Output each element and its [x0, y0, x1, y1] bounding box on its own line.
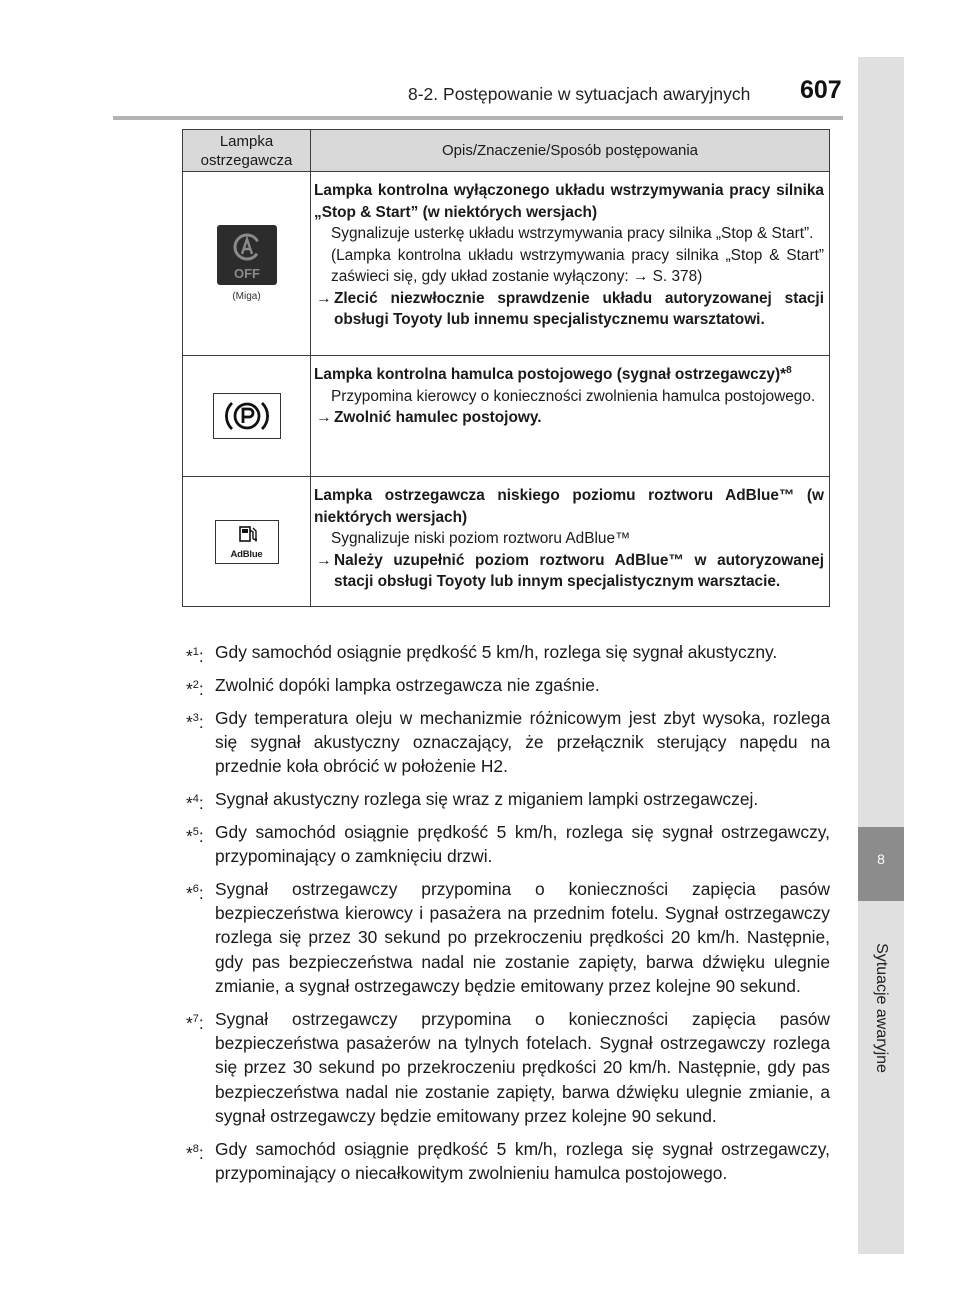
footnote	[182, 706, 830, 779]
table-row	[183, 477, 830, 607]
adblue-icon	[215, 520, 279, 564]
footnote	[182, 877, 830, 998]
action-text: Należy uzupełnić poziom roztworu AdBlue™ w autoryzowanej stacji obsługi Toyoty lub innym specjalistycznym warsztacie.	[334, 551, 824, 590]
footnote-number: 8	[192, 1142, 199, 1155]
column-header-description: Opis/Znaczenie/Sposób postępowania	[311, 130, 830, 172]
footnote-text: Gdy samochód osiągnie prędkość 5 km/h, rozlega się sygnał ostrzegawczy, przypominający o niecałkowitym zwolnieniu hamulca postojowego.	[215, 1138, 830, 1184]
footnote-number: 4	[192, 792, 199, 805]
footnote-text: Gdy temperatura oleju w mechanizmie różnicowym jest zbyt wysoka, rozlega się sygnał akustyczny oznaczający, że przełącznik sterujący napędu na przednie koła obrócić w położenie H2.	[215, 707, 830, 777]
footnote-number: 3	[192, 711, 199, 724]
action-text: Zlecić niezwłocznie sprawdzenie układu autoryzowanej stacji obsługi Toyoty lub innemu specjalistycznemu warsztatowi.	[334, 289, 824, 328]
chapter-number: 8	[877, 851, 885, 867]
footnote-text: Gdy samochód osiągnie prędkość 5 km/h, rozlega się sygnał akustyczny.	[215, 642, 778, 662]
header-divider	[113, 116, 843, 120]
footnote	[182, 640, 830, 664]
entry-title	[314, 364, 824, 386]
footnote-number: 5	[192, 825, 199, 838]
footnote-marker: *$^1$:	[186, 645, 204, 666]
footnote-text: Zwolnić dopóki lampka ostrzegawcza nie zgaśnie.	[215, 674, 600, 695]
footnote-marker: *$^5$:	[186, 825, 204, 846]
footnote	[182, 820, 830, 869]
description-cell	[311, 356, 830, 477]
warning-lights-table	[182, 129, 830, 607]
footnote-text: Sygnał akustyczny rozlega się wraz z miganiem lampki ostrzegawczej.	[215, 788, 759, 809]
chapter-label: Sytuacje awaryjne	[873, 943, 890, 1073]
adblue-label: AdBlue	[230, 548, 263, 560]
footnote-marker: *$^8$:	[186, 1142, 204, 1163]
footnote	[182, 1007, 830, 1128]
description-cell	[311, 172, 830, 356]
arrow-icon: →	[316, 289, 332, 307]
lamp-cell	[183, 172, 311, 356]
footnote-number: 1	[192, 646, 199, 658]
arrow-icon: →	[316, 409, 332, 426]
entry-text: Przypomina kierowcy o konieczności zwolnienia hamulca postojowego.	[331, 387, 816, 405]
side-tab-upper	[858, 57, 904, 827]
footnote-text: Sygnał ostrzegawczy przypomina o konieczności zapięcia pasów bezpieczeństwa pasażerów na tylnych fotelach. Sygnał ostrzegawczy rozlega się przez 30 sekund po przekroczeniu prędkości 20 km/h. Następnie, gdy pas bezpieczeństwa nadal nie zostanie zapięty, barwa dźwięku ulegnie zmianie, a sygnał ostrzegawczy będzie emitowany przez kolejne 90 sekund.	[215, 1008, 830, 1127]
entry-action	[314, 407, 824, 429]
footnotes	[182, 640, 830, 1194]
parking-brake-icon	[213, 393, 281, 439]
footnote	[182, 787, 830, 811]
footnote-text: Gdy samochód osiągnie prędkość 5 km/h, rozlega się sygnał ostrzegawczy, przypominający o zamknięciu drzwi.	[215, 821, 830, 867]
entry-title: Lampka ostrzegawcza niskiego poziomu roztworu AdBlue™ (w niektórych wersjach)	[314, 487, 824, 526]
column-header-lamp: Lampka ostrzegawcza	[183, 130, 311, 172]
stop-start-off-icon	[217, 225, 277, 285]
footnote-marker: *$^3$:	[186, 711, 204, 732]
entry-text: (Lampka kontrolna układu wstrzymywania pracy silnika „Stop & Start” zaświeci się, gdy układ zostanie wyłączony: → S. 378)	[331, 246, 824, 285]
lamp-cell	[183, 356, 311, 477]
entry-action	[314, 288, 824, 331]
footnote	[182, 1137, 830, 1186]
description-cell	[311, 477, 830, 607]
table-row	[183, 172, 830, 356]
entry-text: Sygnalizuje usterkę układu wstrzymywania pracy silnika „Stop & Start”.	[331, 225, 814, 242]
arrow-icon: →	[316, 551, 332, 569]
chapter-number-tab	[858, 827, 904, 901]
page-number: 607	[800, 76, 842, 104]
action-text: Zwolnić hamulec postojowy.	[334, 409, 542, 426]
section-title: 8-2. Postępowanie w sytuacjach awaryjnych	[408, 84, 751, 104]
footnote-number: 2	[192, 678, 199, 691]
footnote-marker: *$^6$:	[186, 882, 204, 903]
footnote-marker: *$^4$:	[186, 792, 204, 813]
entry-title-text: Lampka kontrolna hamulca postojowego (sygnał ostrzegawczy)*	[314, 366, 787, 383]
entry-action	[314, 550, 824, 593]
lamp-caption: (Miga)	[232, 291, 261, 302]
footnote	[182, 673, 830, 697]
svg-text:OFF: OFF	[233, 266, 260, 281]
entry-title: Lampka kontrolna wyłączonego układu wstrzymywania pracy silnika „Stop & Start” (w niektórych wersjach)	[314, 182, 824, 221]
footnote-ref: 8	[786, 364, 792, 376]
lamp-cell	[183, 477, 311, 607]
table-row	[183, 356, 830, 477]
footnote-marker: *$^2$:	[186, 678, 204, 699]
footnote-text: Sygnał ostrzegawczy przypomina o konieczności zapięcia pasów bezpieczeństwa kierowcy i pasażera na przednim fotelu. Sygnał ostrzegawczy rozlega się przez 30 sekund po przekroczeniu prędkości 20 km/h. Następnie, gdy pas bezpieczeństwa nadal nie zostanie zapięty, barwa dźwięku ulegnie zmianie, a sygnał ostrzegawczy będzie emitowany przez kolejne 90 sekund.	[215, 878, 830, 997]
entry-text: Sygnalizuje niski poziom roztworu AdBlue™	[331, 530, 631, 547]
footnote-number: 6	[192, 882, 199, 895]
table-header-row	[183, 130, 830, 172]
footnote-number: 7	[192, 1012, 199, 1025]
footnote-marker: *$^7$:	[186, 1012, 204, 1033]
